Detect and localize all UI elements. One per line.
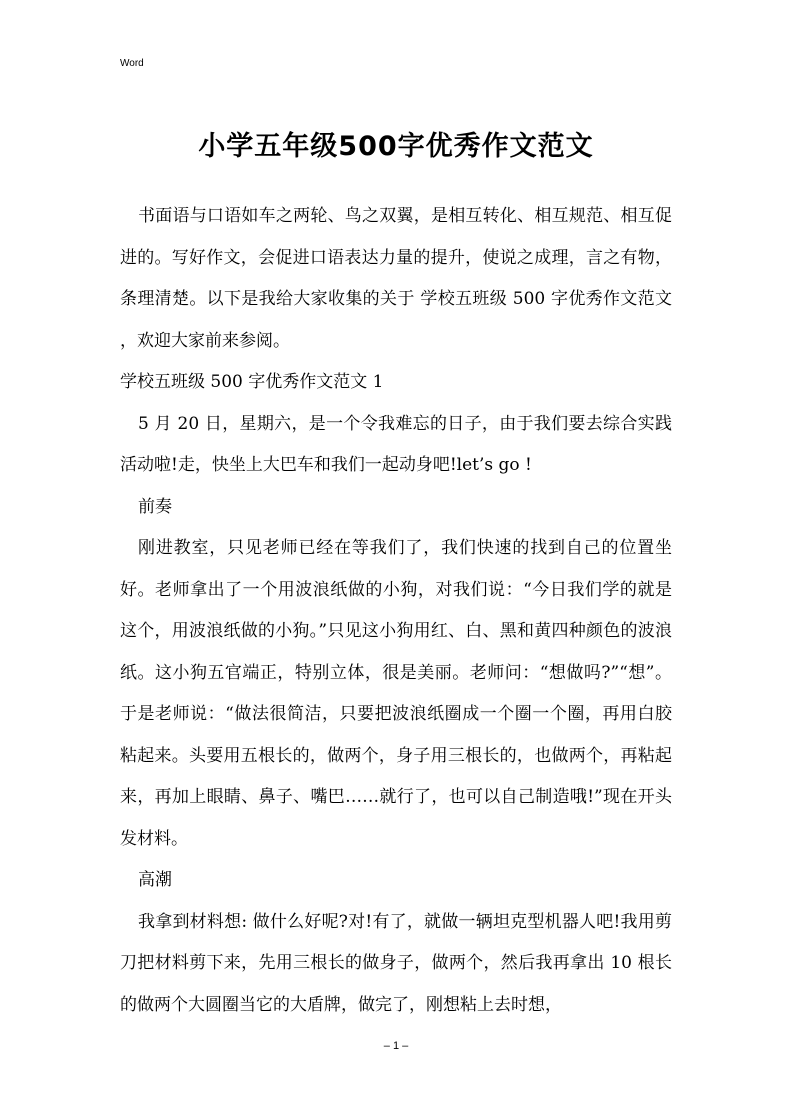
body-paragraph: 刚进教室，只见老师已经在等我们了，我们快速的找到自己的位置坐好。老师拿出了一个用波浪纸做的小狗，对我们说：“今日我们学的就是这个，用波浪纸做的小狗。”只见这小狗用红、白、黑和黄四种颜色的波浪纸。这小狗五官端正，特别立体，很是美丽。老师问：“想做吗?”“想”。于是老师说：“做法很简洁，只要把波浪纸圈成一个圈一个圈，再用白胶粘起来。头要用五根长的，做两个，身子用三根长的，也做两个，再粘起来，再加上眼睛、鼻子、嘴巴……就行了，也可以自己制造哦!”现在开头发材料。 <box>120 538 672 849</box>
page-number: – 1 – <box>383 1040 409 1052</box>
body-paragraph: 5 月 20 日，星期六，是一个令我难忘的日子，由于我们要去综合实践活动啦!走，快坐上大巴车和我们一起动身吧!let’s go ! <box>120 413 672 475</box>
document-body <box>120 196 672 1026</box>
section-heading-prelude: 前奏 <box>138 496 172 517</box>
header-label: Word <box>120 58 144 69</box>
section-heading-climax: 高潮 <box>138 870 172 890</box>
essay-heading: 学校五班级 500 字优秀作文范文 1 <box>120 372 384 392</box>
intro-paragraph: 书面语与口语如车之两轮、鸟之双翼，是相互转化、相互规范、相互促进的。写好作文，会促进口语表达力量的提升，使说之成理，言之有物，条理清楚。以下是我给大家收集的关于 学校五班级 500 字优秀作文范文 ，欢迎大家前来参阅。 <box>120 206 672 351</box>
body-paragraph: 我拿到材料想: 做什么好呢?对!有了，就做一辆坦克型机器人吧!我用剪刀把材料剪下来，先用三根长的做身子，做两个，然后我再拿出 10 根长的做两个大圆圈当它的大盾牌，做完了，刚想粘上去时想， <box>120 911 672 1015</box>
document-title: 小学五年级500字优秀作文范文 <box>198 131 594 162</box>
